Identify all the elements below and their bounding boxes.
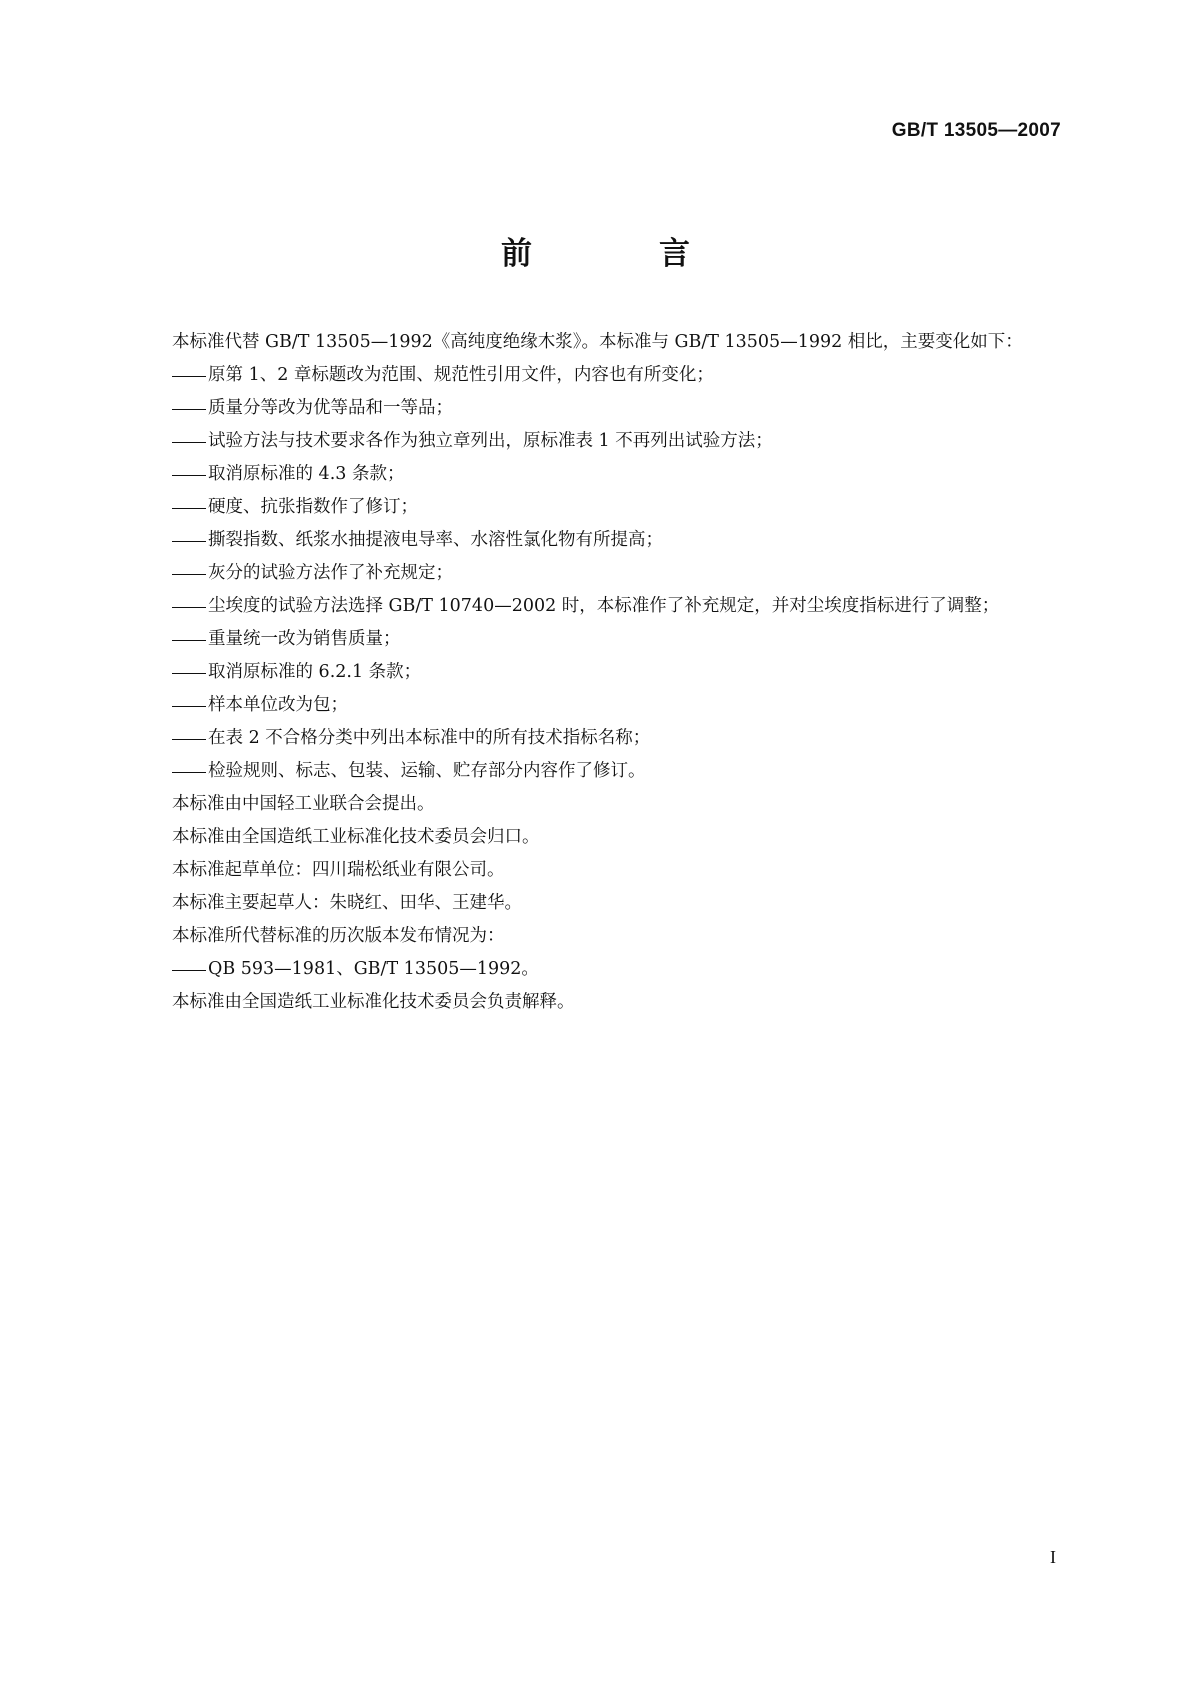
history-intro: 本标准所代替标准的历次版本发布情况为：: [172, 926, 505, 946]
dash-icon: [172, 722, 208, 755]
dash-icon: [172, 755, 208, 788]
list-item: 灰分的试验方法作了补充规定；: [128, 557, 1063, 590]
dash-icon: [172, 359, 208, 392]
dash-icon: [172, 524, 208, 557]
list-item: 取消原标准的 4.3 条款；: [128, 458, 1063, 491]
page-number: I: [1050, 1547, 1056, 1567]
dash-icon: [172, 392, 208, 425]
list-item: 样本单位改为包；: [128, 689, 1063, 722]
interpretation: 本标准由全国造纸工业标准化技术委员会负责解释。: [172, 992, 575, 1012]
list-item: 撕裂指数、纸浆水抽提液电导率、水溶性氯化物有所提高；: [128, 524, 1063, 557]
dash-icon: [172, 656, 208, 689]
page-title: 前 言: [501, 236, 738, 272]
centralized-by: 本标准由全国造纸工业标准化技术委员会归口。: [172, 827, 540, 847]
list-item: 取消原标准的 6.2.1 条款；: [128, 656, 1063, 689]
list-item: 检验规则、标志、包装、运输、贮存部分内容作了修订。: [128, 755, 1063, 788]
list-item: 原第 1、2 章标题改为范围、规范性引用文件，内容也有所变化；: [128, 359, 1063, 392]
changes-list: [128, 359, 1063, 788]
list-item: 试验方法与技术要求各作为独立章列出，原标准表 1 不再列出试验方法；: [128, 425, 1063, 458]
standard-code: GB/T 13505—2007: [891, 120, 1061, 141]
list-item: 硬度、抗张指数作了修订；: [128, 491, 1063, 524]
proposed-by: 本标准由中国轻工业联合会提出。: [172, 794, 435, 814]
list-item: 重量统一改为销售质量；: [128, 623, 1063, 656]
list-item: 质量分等改为优等品和一等品；: [128, 392, 1063, 425]
dash-icon: [172, 557, 208, 590]
drafters: 本标准主要起草人：朱晓红、田华、王建华。: [172, 893, 522, 913]
list-item: 尘埃度的试验方法选择 GB/T 10740—2002 时，本标准作了补充规定，并对尘埃度指标进行了调整；: [128, 590, 1063, 623]
foreword-body: [128, 326, 1063, 1019]
dash-icon: [172, 425, 208, 458]
intro-paragraph: 本标准代替 GB/T 13505—1992《高纯度绝缘木浆》。本标准与 GB/T 13505—1992 相比，主要变化如下：: [172, 332, 1023, 352]
dash-icon: [172, 590, 208, 623]
dash-icon: [172, 953, 208, 986]
list-item: 在表 2 不合格分类中列出本标准中的所有技术指标名称；: [128, 722, 1063, 755]
history-item: QB 593—1981、GB/T 13505—1992。: [128, 953, 1063, 986]
drafting-unit: 本标准起草单位：四川瑞松纸业有限公司。: [172, 860, 505, 880]
dash-icon: [172, 491, 208, 524]
dash-icon: [172, 689, 208, 722]
dash-icon: [172, 623, 208, 656]
dash-icon: [172, 458, 208, 491]
